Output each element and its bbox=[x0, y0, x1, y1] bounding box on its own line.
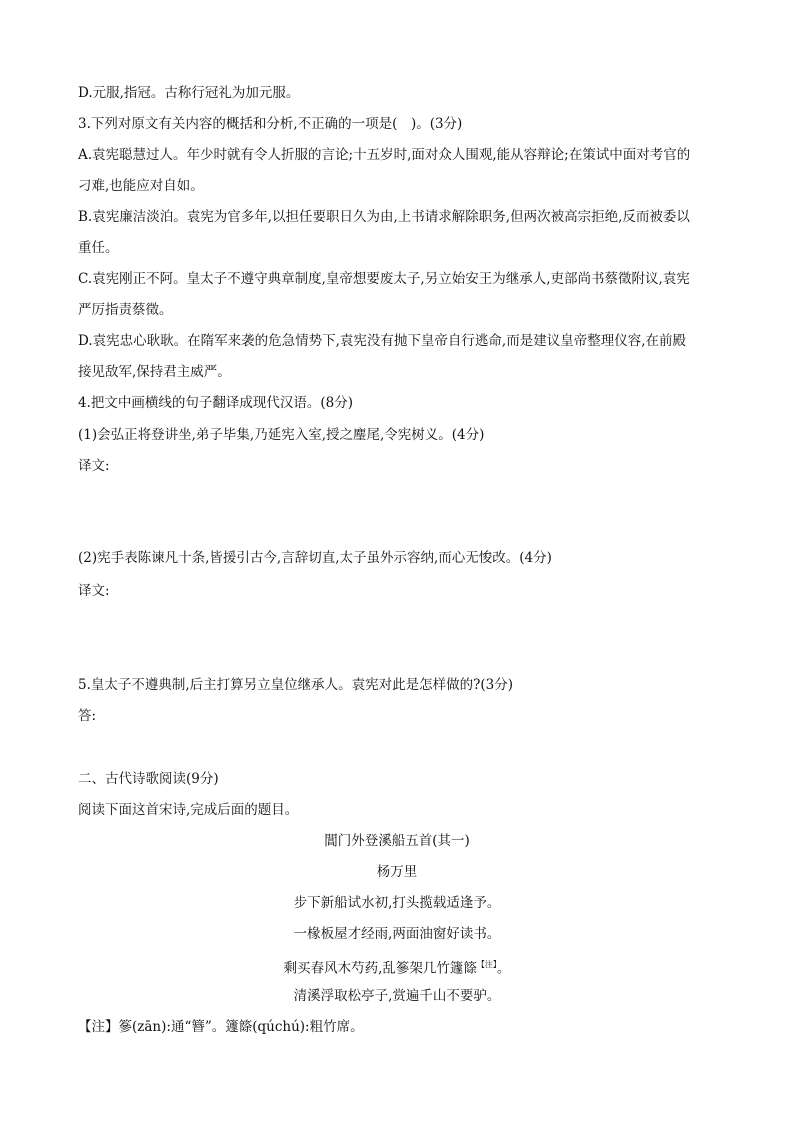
poem-annotation: 【注】篸(zān):通“簪”。籧篨(qúchú):粗竹席。 bbox=[78, 1019, 364, 1035]
q3-option-b-line2: 重任。 bbox=[78, 240, 119, 256]
q3-option-c-line1: C.袁宪刚正不阿。皇太子不遵守典章制度,皇帝想要废太子,另立始安王为继承人,吏部尚书蔡徵附议,袁宪 bbox=[78, 271, 690, 287]
q3-stem: 3.下列对原文有关内容的概括和分析,不正确的一项是( )。(3分) bbox=[78, 116, 463, 132]
q4-sentence-1: (1)会弘正将登讲坐,弟子毕集,乃延宪入室,授之麈尾,令宪树义。(4分) bbox=[78, 427, 485, 443]
poem-line-3 bbox=[0, 956, 794, 978]
poem-line-3-end: 。 bbox=[496, 960, 511, 977]
q5-answer-label: 答: bbox=[78, 708, 97, 724]
section2-title: 二、古代诗歌阅读(9分) bbox=[78, 771, 219, 787]
q4-translation-label-2: 译文: bbox=[78, 583, 110, 599]
poem-line-3-text: 剩买春风木芍药,乱篸架几竹籧篨 bbox=[283, 960, 477, 977]
q3-option-a-line2: 刁难,也能应对自如。 bbox=[78, 178, 204, 194]
q2-option-d: D.元服,指冠。古称行冠礼为加元服。 bbox=[78, 85, 300, 101]
q5-stem: 5.皇太子不遵典制,后主打算另立皇位继承人。袁宪对此是怎样做的?(3分) bbox=[78, 677, 514, 693]
q4-stem: 4.把文中画横线的句子翻译成现代汉语。(8分) bbox=[78, 395, 354, 411]
section2-intro: 阅读下面这首宋诗,完成后面的题目。 bbox=[78, 802, 299, 818]
q3-option-d-line1: D.袁宪忠心耿耿。在隋军来袭的危急情势下,袁宪没有抛下皇帝自行逃命,而是建议皇帝整理仪容,在前殿 bbox=[78, 333, 687, 349]
q4-sentence-2: (2)宪手表陈谏凡十条,皆援引古今,言辞切直,太子虽外示容纳,而心无悛改。(4分) bbox=[78, 550, 552, 566]
q4-translation-label-1: 译文: bbox=[78, 458, 110, 474]
q3-option-c-line2: 严厉指责蔡徵。 bbox=[78, 302, 173, 318]
note-mark: 【注】 bbox=[476, 960, 497, 969]
poem-title: 閶门外登溪船五首(其一) bbox=[324, 833, 470, 849]
q3-option-b-line1: B.袁宪廉洁淡泊。袁宪为官多年,以担任要职日久为由,上书请求解除职务,但两次被高宗拒绝,反而被委以 bbox=[78, 209, 690, 225]
poem-line-4: 清溪浮取松亭子,赏遍千山不要驴。 bbox=[293, 988, 501, 1004]
poem-line-1: 步下新船试水初,打头揽载适逢予。 bbox=[293, 895, 501, 911]
q3-option-a-line1: A.袁宪聪慧过人。年少时就有令人折服的言论;十五岁时,面对众人围观,能从容辩论;在策试中面对考官的 bbox=[78, 147, 691, 163]
q3-option-d-line2: 接见敌军,保持君主威严。 bbox=[78, 364, 231, 380]
poem-line-2: 一椽板屋才经雨,两面油窗好读书。 bbox=[293, 926, 501, 942]
poem-author: 杨万里 bbox=[376, 864, 418, 880]
